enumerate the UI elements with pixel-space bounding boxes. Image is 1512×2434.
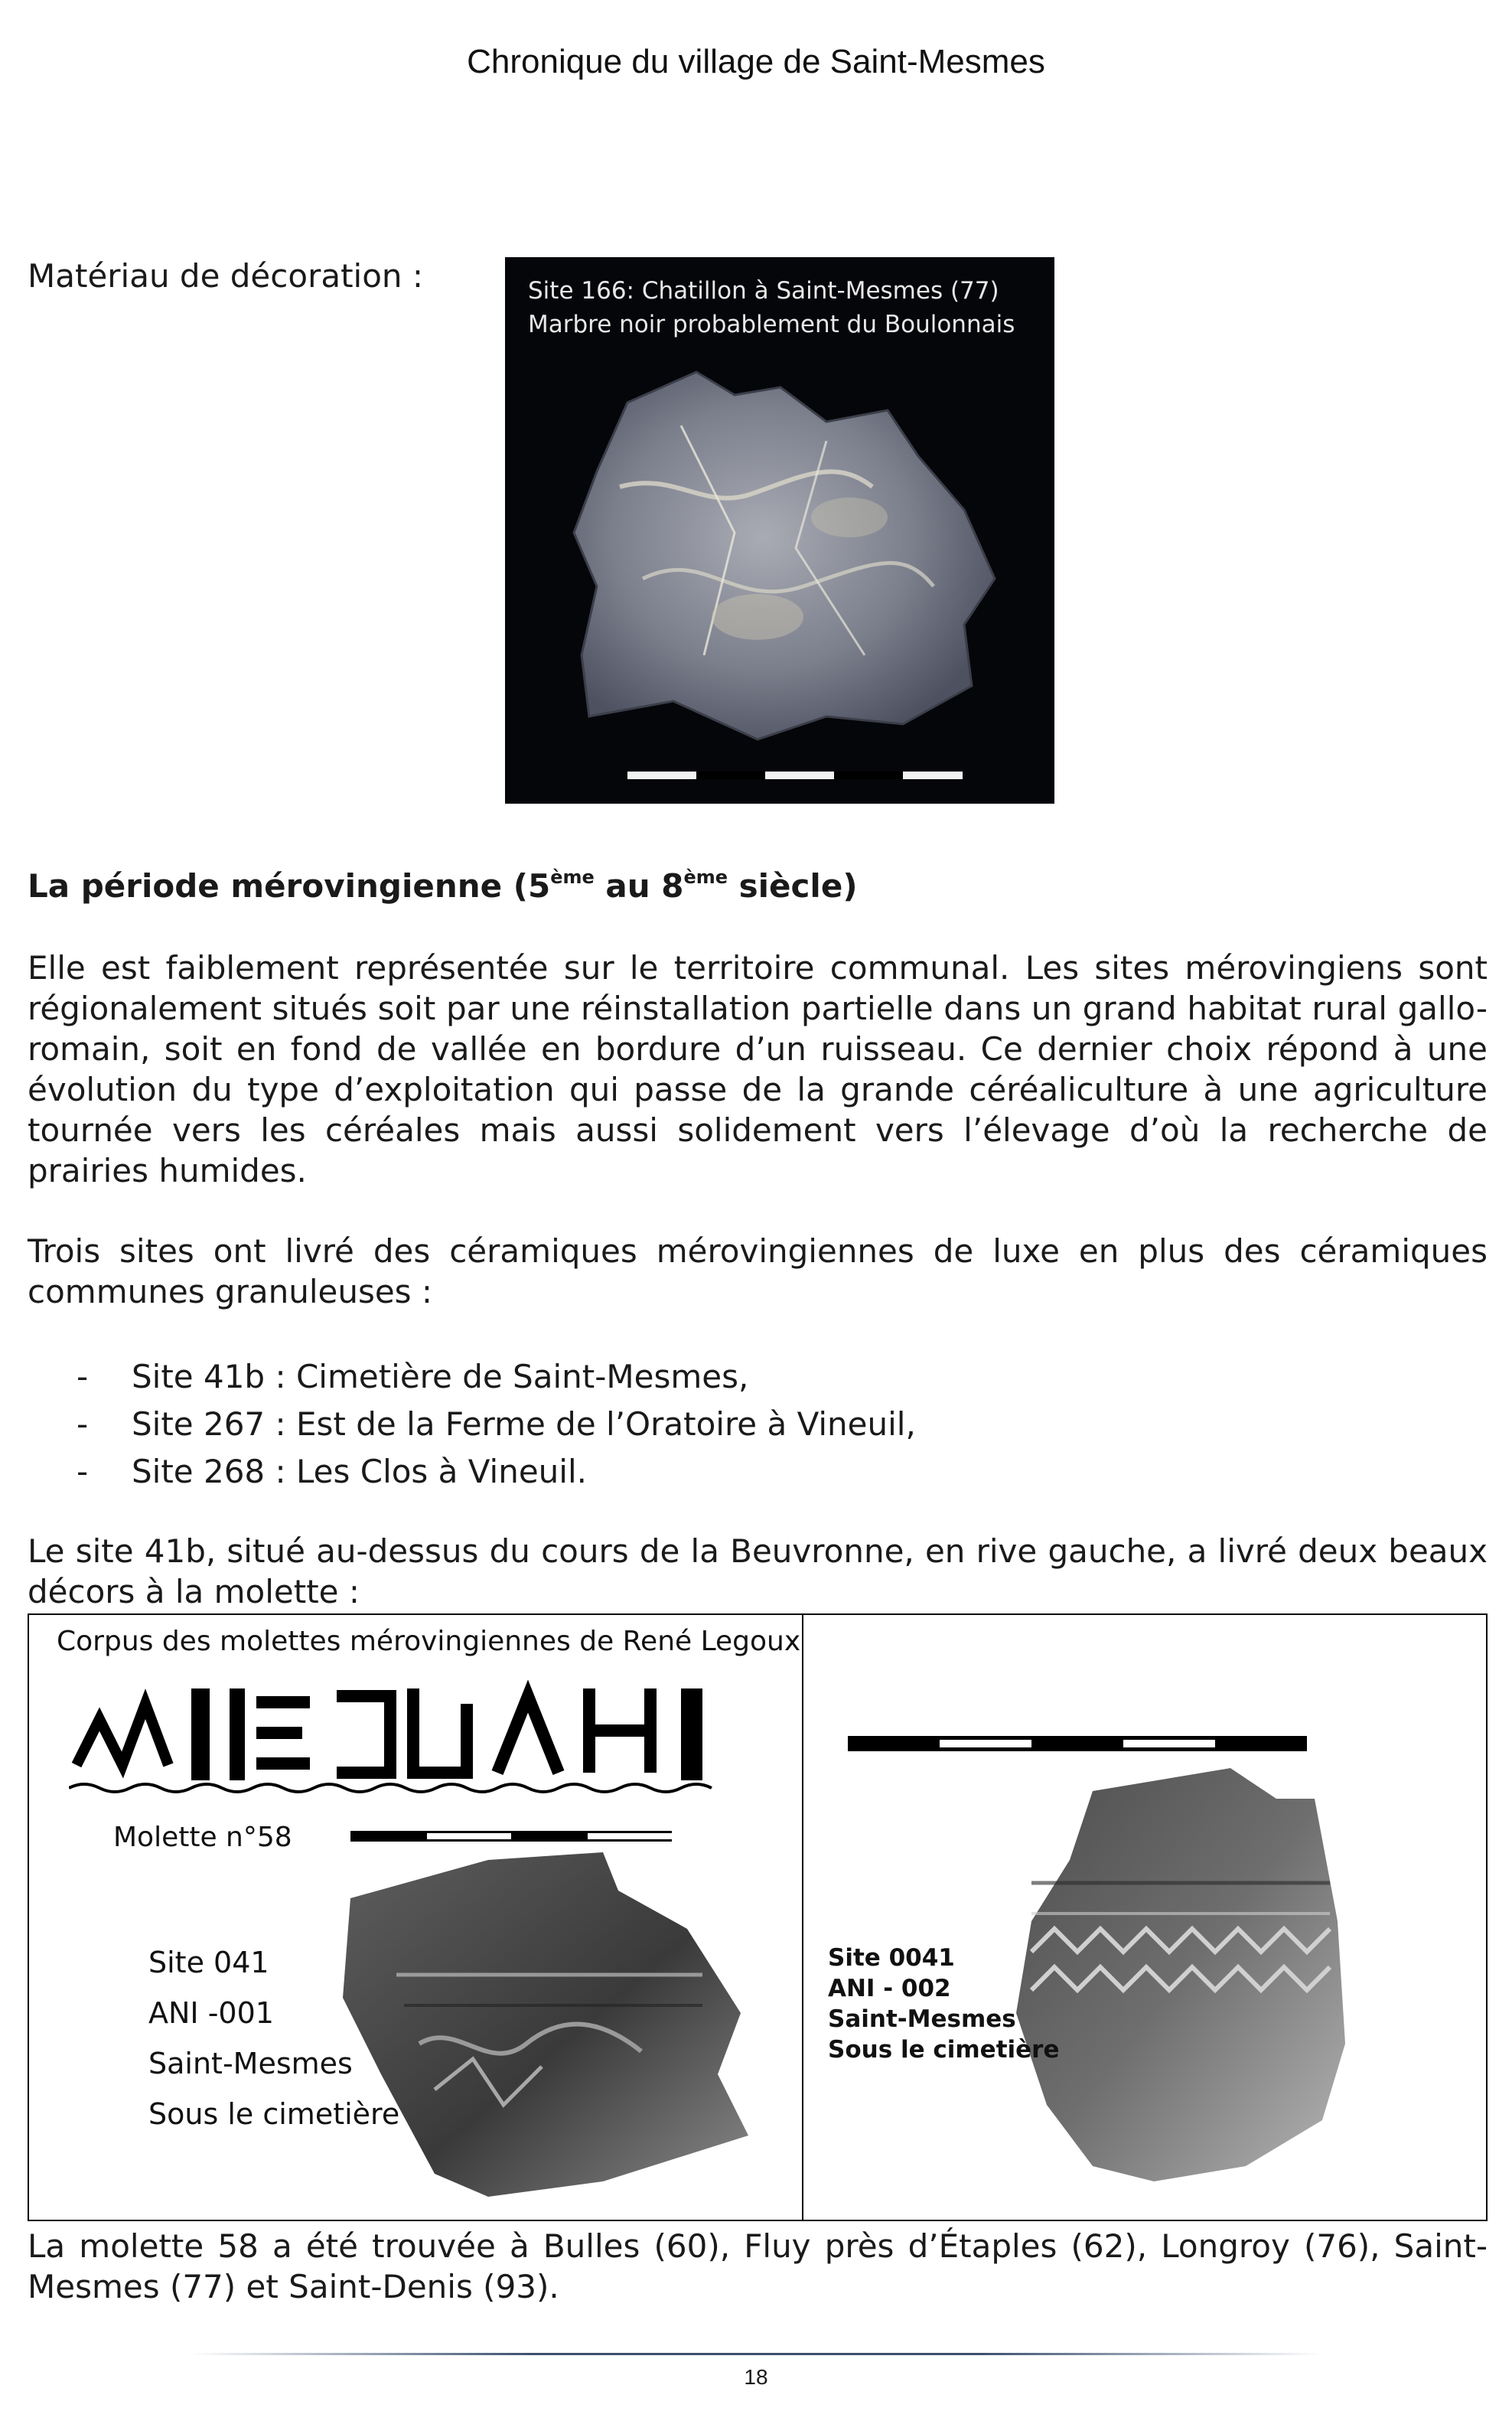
sites-list (77, 1353, 916, 1496)
left-caption-line: Saint-Mesmes (148, 2047, 353, 2080)
marble-photo (505, 257, 1054, 804)
right-sherd-photo (1001, 1768, 1360, 2197)
page-number: 18 (744, 2365, 768, 2389)
left-caption-line: Site 041 (148, 1946, 269, 1979)
left-caption-line: ANI -001 (148, 1996, 274, 2030)
left-sherd-photo (335, 1845, 764, 2212)
molette-number-label: Molette n°58 (113, 1822, 292, 1853)
right-caption-line: Saint-Mesmes (828, 2005, 1016, 2033)
list-item: - Site 268 : Les Clos à Vineuil. (77, 1453, 587, 1490)
right-caption-line: ANI - 002 (828, 1975, 951, 2002)
right-caption-line: Site 0041 (828, 1944, 955, 1972)
scale-bar (627, 772, 963, 779)
paragraph-site-41b: Le site 41b, situé au-dessus du cours de la Beuvronne, en rive gauche, a livré deux beaux décors à la molette : (28, 1532, 1488, 1610)
footer-rule (191, 2353, 1321, 2355)
marble-photo-caption-line2: Marbre noir probablement du Boulonnais (528, 311, 1015, 338)
list-item: - Site 41b : Cimetière de Saint-Mesmes, (77, 1358, 749, 1395)
left-caption-line: Sous le cimetière (148, 2097, 400, 2131)
molette-figure (28, 1613, 1488, 2221)
figure-divider (802, 1615, 803, 2220)
list-item: - Site 267 : Est de la Ferme de l’Oratoire à Vineuil, (77, 1405, 916, 1443)
decoration-label: Matériau de décoration : (28, 257, 424, 295)
molette-pattern-drawing (69, 1673, 742, 1803)
paragraph-merovingian-intro: Elle est faiblement représentée sur le territoire communal. Les sites mérovingiens sont régionalement situés soit par une réinstallation partielle dans un grand habitat rural gallo-romain, soit en fond de vallée en bordure d’un ruisseau. Ce dernier choix répond à une évolution du type d’exploitation qui passe de la grande céréaliculture à une agriculture tournée vers les céréales mais aussi solidement vers l’élevage d’où la recherche de prairies humides. (28, 949, 1488, 1189)
left-scale-bar (350, 1831, 672, 1842)
marble-photo-caption-line1: Site 166: Chatillon à Saint-Mesmes (77) (528, 277, 999, 305)
paragraph-molette-58: La molette 58 a été trouvée à Bulles (60), Fluy près d’Étaples (62), Longroy (76), Saint-Mesmes (77) et Saint-Denis (93). (28, 2227, 1488, 2305)
section-heading: La période mérovingienne (5ème au 8ème siècle) (28, 866, 858, 905)
paragraph-three-sites: Trois sites ont livré des céramiques mérovingiennes de luxe en plus des céramiques communes granuleuses : (28, 1232, 1488, 1310)
page-header: Chronique du village de Saint-Mesmes (467, 43, 1045, 80)
marble-fragment-illustration (505, 257, 1054, 804)
right-caption-line: Sous le cimetière (828, 2036, 1060, 2064)
right-scale-bar (848, 1736, 1307, 1751)
corpus-title: Corpus des molettes mérovingiennes de René Legoux (57, 1626, 801, 1657)
